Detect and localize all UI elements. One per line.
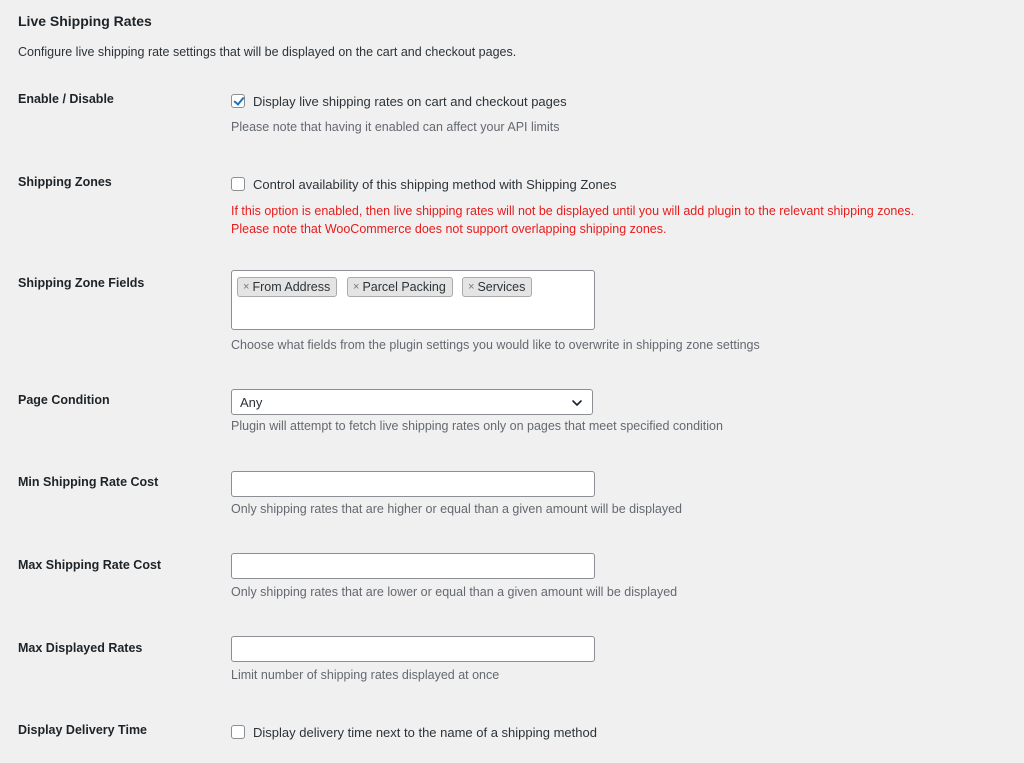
min-shipping-rate-cost-label: Min Shipping Rate Cost (18, 475, 159, 489)
delivery-time-checkbox-label: Display delivery time next to the name of a shipping method (253, 724, 597, 740)
chevron-down-icon (571, 397, 583, 409)
max-shipping-rate-cost-input[interactable] (231, 553, 595, 579)
zones-field (231, 175, 616, 193)
zones-warning-line-2: Please note that WooCommerce does not support overlapping shipping zones. (231, 222, 667, 236)
shipping-zone-fields-label: Shipping Zone Fields (18, 276, 145, 290)
zones-warning-line-1: If this option is enabled, then live shipping rates will not be displayed until you will add plugin to the relevant shipping zones. (231, 204, 915, 218)
remove-tag-icon[interactable]: × (468, 281, 475, 293)
zone-fields-description: Choose what fields from the plugin settings you would like to overwrite in shipping zone settings (231, 338, 760, 352)
enable-checkbox-row[interactable] (231, 92, 567, 110)
zones-checkbox-label: Control availability of this shipping method with Shipping Zones (253, 176, 617, 192)
page-condition-label: Page Condition (18, 393, 110, 407)
zones-checkbox-row[interactable] (231, 175, 616, 193)
tag-services (462, 277, 532, 297)
zones-checkbox[interactable] (231, 177, 245, 191)
section-title: Live Shipping Rates (18, 13, 152, 29)
max-displayed-rates-input[interactable] (231, 636, 595, 662)
max-cost-description: Only shipping rates that are lower or equal than a given amount will be displayed (231, 585, 678, 599)
max-rates-description: Limit number of shipping rates displayed at once (231, 668, 500, 682)
tag-label: Services (477, 280, 526, 294)
min-shipping-rate-cost-input[interactable] (231, 471, 595, 497)
page-condition-value: Any (240, 394, 263, 410)
enable-disable-label: Enable / Disable (18, 92, 114, 106)
tag-from-address (237, 277, 337, 297)
page-condition-description: Plugin will attempt to fetch live shipping rates only on pages that meet specified condition (231, 419, 723, 433)
delivery-time-checkbox[interactable] (231, 725, 245, 739)
tag-parcel-packing (347, 277, 453, 297)
shipping-zones-label: Shipping Zones (18, 175, 112, 189)
page-condition-select[interactable] (231, 389, 593, 415)
enable-field (231, 92, 567, 110)
remove-tag-icon[interactable]: × (353, 281, 360, 293)
display-delivery-time-label: Display Delivery Time (18, 723, 148, 737)
delivery-time-checkbox-row[interactable] (231, 723, 597, 741)
delivery-time-field (231, 723, 597, 741)
section-description: Configure live shipping rate settings that will be displayed on the cart and checkout pages. (18, 45, 517, 59)
enable-description: Please note that having it enabled can affect your API limits (231, 120, 560, 134)
enable-checkbox[interactable] (231, 94, 245, 108)
tag-label: Parcel Packing (362, 280, 446, 294)
remove-tag-icon[interactable]: × (243, 281, 250, 293)
min-cost-description: Only shipping rates that are higher or equal than a given amount will be displayed (231, 502, 682, 516)
tag-label: From Address (252, 280, 331, 294)
enable-checkbox-label: Display live shipping rates on cart and checkout pages (253, 93, 567, 109)
zone-fields-multiselect[interactable] (231, 270, 595, 330)
max-displayed-rates-label: Max Displayed Rates (18, 641, 143, 655)
max-shipping-rate-cost-label: Max Shipping Rate Cost (18, 558, 162, 572)
